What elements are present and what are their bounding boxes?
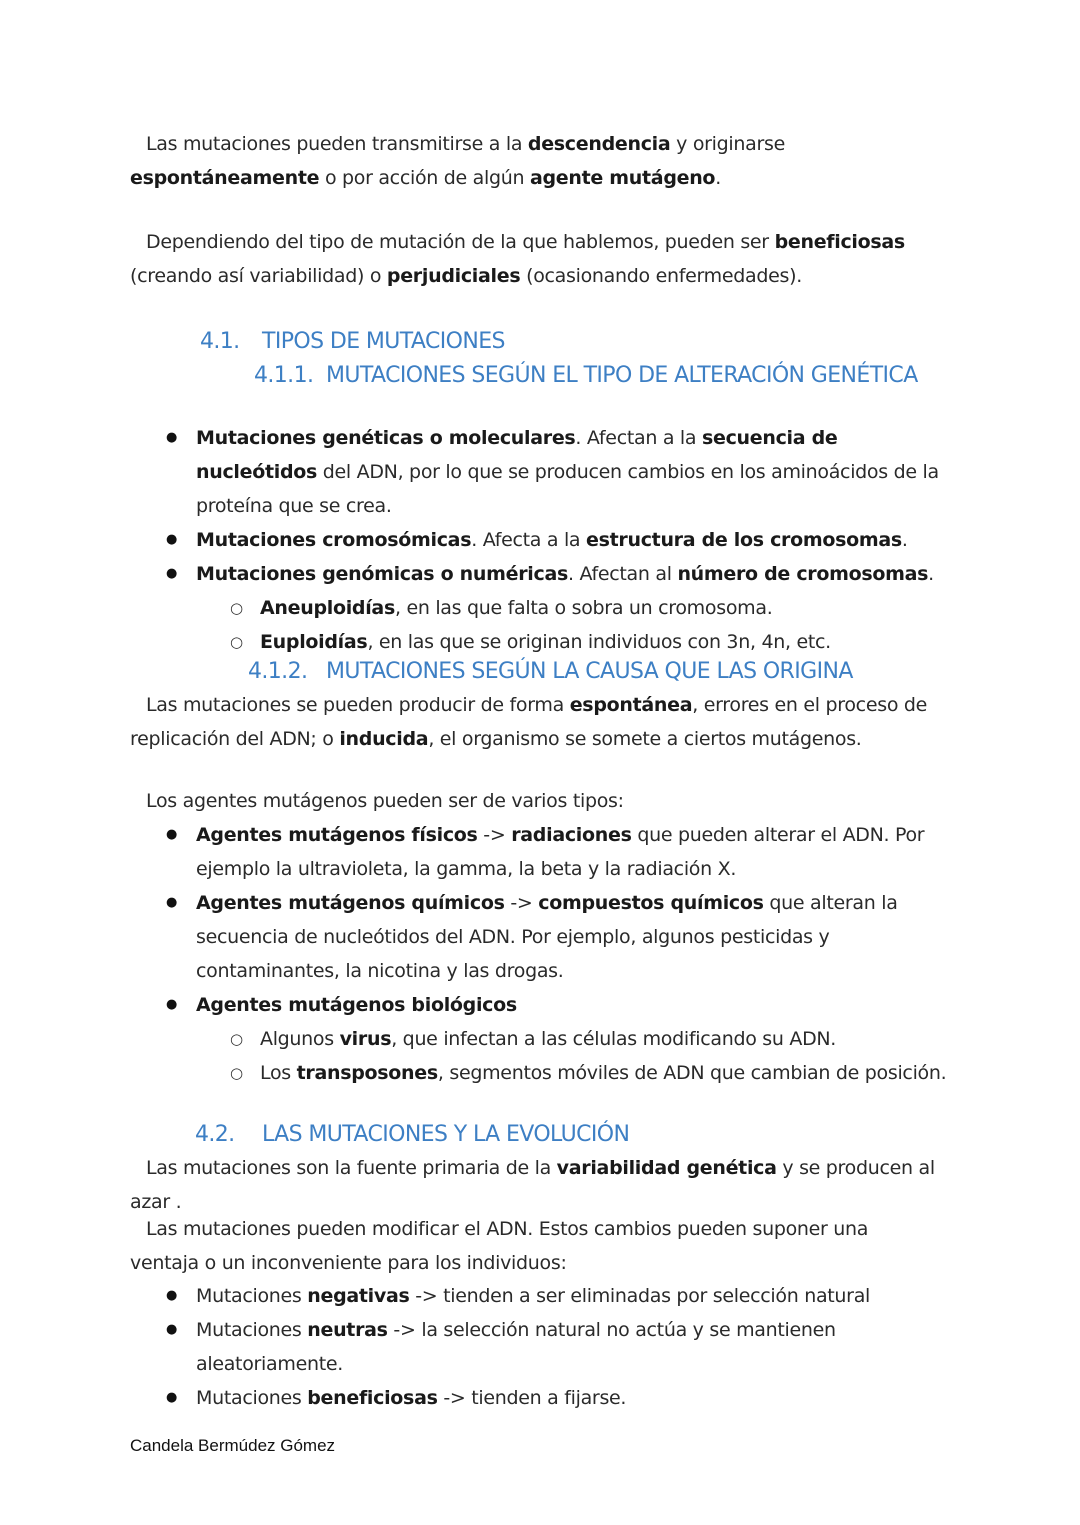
sublist-item: ○ Los transposones, segmentos móviles de ADN que cambian de posición. [228,1056,954,1090]
list-item: ● Mutaciones beneficiosas -> tienden a fijarse. [164,1381,954,1415]
list-item: ● Agentes mutágenos físicos -> radiaciones que pueden alterar el ADN. Por ejemplo la ultravioleta, la gamma, la beta y la radiación X. [164,818,954,886]
mutation-types-list [164,421,954,659]
list-item: ● Mutaciones genómicas o numéricas. Afectan al número de cromosomas. ○ Aneuploidías, en las que falta o sobra un cromosoma. ○ Euploidías, en las que se originan individuos con 3n, 4n, etc. [164,557,954,659]
sublist-item: ○ Euploidías, en las que se originan individuos con 3n, 4n, etc. [228,625,954,659]
heading-4-2: 4.2. LAS MUTACIONES Y LA EVOLUCIÓN [195,1122,630,1147]
heading-4-1: 4.1. TIPOS DE MUTACIONES [200,329,505,354]
list-item: ● Mutaciones negativas -> tienden a ser eliminadas por selección natural [164,1279,954,1313]
list-item: ● Mutaciones cromosómicas. Afecta a la estructura de los cromosomas. [164,523,954,557]
sublist-item: ○ Algunos virus, que infectan a las células modificando su ADN. [228,1022,954,1056]
paragraph-agents-intro: Los agentes mutágenos pueden ser de varios tipos: [146,790,624,812]
list-item: ● Mutaciones neutras -> la selección natural no actúa y se mantienen aleatoriamente. [164,1313,954,1381]
list-item: ● Agentes mutágenos biológicos ○ Algunos virus, que infectan a las células modificando su ADN. ○ Los transposones, segmentos móviles de ADN que cambian de posición. [164,988,954,1090]
list-item: ● Agentes mutágenos químicos -> compuestos químicos que alteran la secuencia de nucleótidos del ADN. Por ejemplo, algunos pesticidas y contaminantes, la nicotina y las drogas. [164,886,954,988]
sublist [196,1022,954,1090]
paragraph-effects: Dependiendo del tipo de mutación de la que hablemos, pueden ser beneficiosas (creando así variabilidad) o perjudiciales (ocasionando enfermedades). [130,231,905,287]
sublist-item: ○ Aneuploidías, en las que falta o sobra un cromosoma. [228,591,954,625]
list-item: ● Mutaciones genéticas o moleculares. Afectan a la secuencia de nucleótidos del ADN, por lo que se producen cambios en los aminoácidos de la proteína que se crea. [164,421,954,523]
paragraph-intro: Las mutaciones pueden transmitirse a la descendencia y originarse espontáneamente o por acción de algún agente mutágeno. [130,133,785,189]
paragraph-changes: Las mutaciones pueden modificar el ADN. Estos cambios pueden suponer una ventaja o un inconveniente para los individuos: [130,1218,869,1274]
heading-4-1-2: 4.1.2. MUTACIONES SEGÚN LA CAUSA QUE LAS ORIGINA [248,659,853,684]
sublist [196,591,954,659]
footer-author: Candela Bermúdez Gómez [130,1436,336,1455]
mutagen-agents-list [164,818,954,1090]
heading-4-1-1: 4.1.1. MUTACIONES SEGÚN EL TIPO DE ALTERACIÓN GENÉTICA [254,363,918,388]
paragraph-variability: Las mutaciones son la fuente primaria de la variabilidad genética y se producen al azar . [130,1157,935,1213]
mutation-effects-list [164,1279,954,1415]
paragraph-causes: Las mutaciones se pueden producir de forma espontánea, errores en el proceso de replicación del ADN; o inducida, el organismo se somete a ciertos mutágenos. [130,694,928,750]
